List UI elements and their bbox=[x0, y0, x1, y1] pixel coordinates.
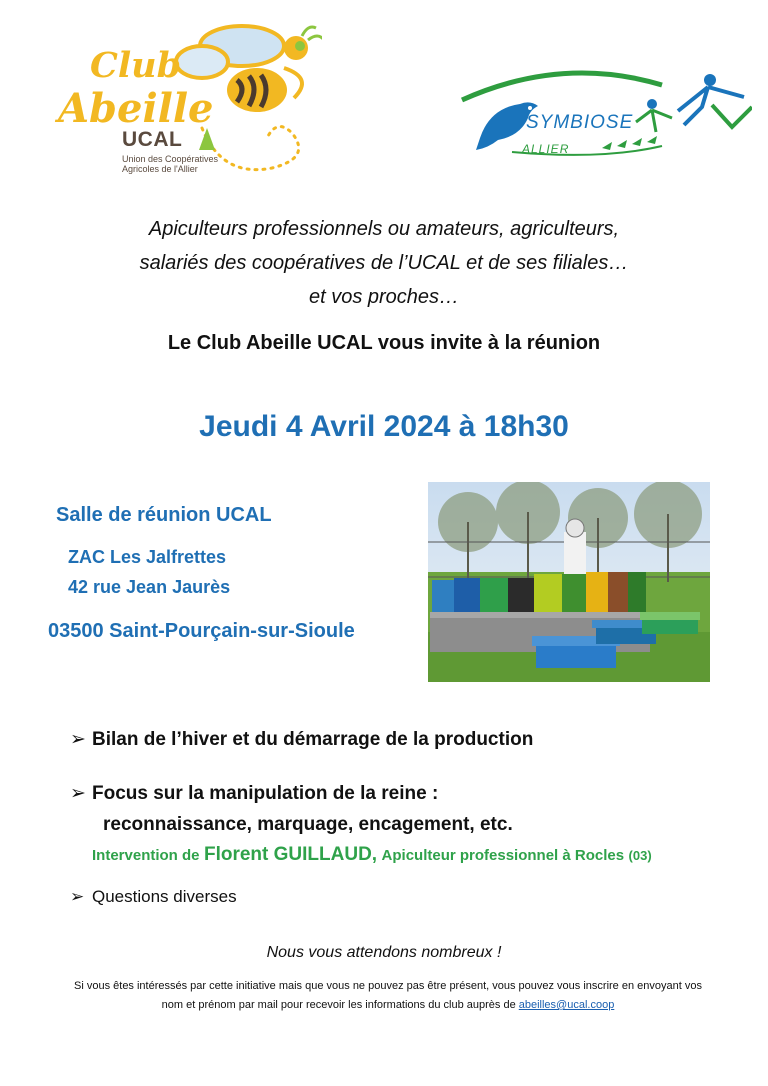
agenda-item-3-text: Questions diverses bbox=[92, 887, 237, 906]
intro-line-2: salariés des coopératives de l’UCAL et de ses filiales… bbox=[139, 252, 629, 274]
agenda-item-3 bbox=[70, 887, 237, 907]
arrow-bullet-icon: ➢ bbox=[70, 887, 85, 906]
logo-allier-word: ALLIER bbox=[522, 142, 570, 156]
meeting-date: Jeudi 4 Avril 2024 à 18h30 bbox=[199, 410, 569, 443]
venue-city: 03500 Saint-Pourçain-sur-Sioule bbox=[48, 620, 355, 642]
intervention-dept: (03) bbox=[628, 848, 652, 863]
intervention-prefix: Intervention de bbox=[92, 847, 200, 864]
intervention-speaker: Florent GUILLAUD, bbox=[203, 844, 378, 865]
venue-address-line2: 42 rue Jean Jaurès bbox=[68, 577, 231, 597]
logo-abeille-word: Abeille bbox=[58, 85, 214, 132]
agenda-item-2-detail: reconnaissance, marquage, encagement, etc. bbox=[103, 814, 513, 835]
symbiose-allier-logo bbox=[452, 60, 752, 170]
arrow-bullet-icon: ➢ bbox=[70, 729, 86, 750]
footnote bbox=[48, 977, 728, 1015]
beehives-photo bbox=[428, 482, 710, 682]
agenda-item-2 bbox=[70, 782, 438, 805]
intro-line-1: Apiculteurs professionnels ou amateurs, agriculteurs, bbox=[148, 218, 620, 240]
invitation-text: Le Club Abeille UCAL vous invite à la réunion bbox=[167, 332, 601, 354]
logo-union-line2: Agricoles de l'Allier bbox=[122, 164, 198, 174]
logo-union-line1: Union des Coopératives bbox=[122, 154, 219, 164]
footnote-line-1: Si vous êtes intéressés par cette initiative mais que vous ne pouvez pas être présent, vous pouvez vous inscrire en envoyant vos bbox=[74, 980, 702, 992]
email-link[interactable]: abeilles@ucal.coop bbox=[518, 999, 615, 1011]
footnote-line-2 bbox=[48, 996, 728, 1015]
intervention-suffix: Apiculteur professionnel à Rocles bbox=[381, 847, 625, 864]
venue-address-line1: ZAC Les Jalfrettes bbox=[68, 547, 227, 567]
venue-name: Salle de réunion UCAL bbox=[56, 504, 272, 526]
agenda-item-1-text: Bilan de l’hiver et du démarrage de la production bbox=[92, 729, 534, 750]
logo-symbiose-word: SYMBIOSE bbox=[526, 112, 634, 133]
intervention-line bbox=[92, 844, 652, 866]
closing-text: Nous vous attendons nombreux ! bbox=[266, 944, 502, 961]
agenda-item-1 bbox=[70, 728, 533, 751]
intro-line-3: et vos proches… bbox=[308, 286, 460, 308]
logo-union-text bbox=[122, 154, 252, 174]
club-abeille-logo bbox=[52, 18, 322, 178]
arrow-bullet-icon: ➢ bbox=[70, 783, 86, 804]
logo-club-word: Club bbox=[90, 45, 182, 86]
agenda-item-2-text: Focus sur la manipulation de la reine : bbox=[92, 783, 439, 804]
logo-ucal-word: UCAL bbox=[122, 128, 183, 151]
footnote-line-2-text: nom et prénom par mail pour recevoir les informations du club auprès de bbox=[161, 999, 516, 1011]
